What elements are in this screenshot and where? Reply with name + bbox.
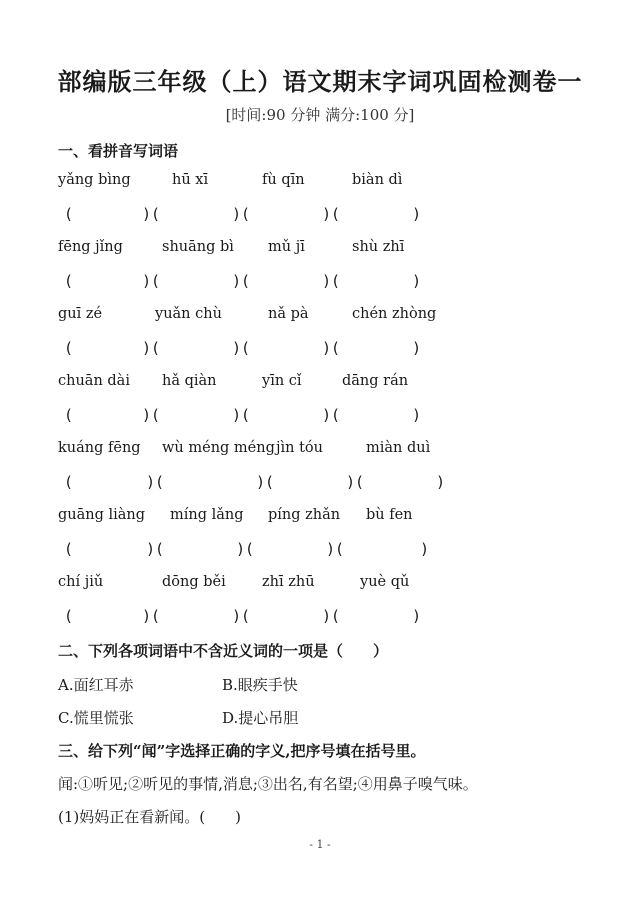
pinyin-word: chuān dài bbox=[58, 373, 130, 389]
answer-bracket: )( bbox=[232, 339, 251, 357]
answer-bracket: ) bbox=[412, 406, 422, 424]
answer-bracket: )( bbox=[322, 406, 341, 424]
pinyin-word: mǔ jī bbox=[268, 239, 305, 255]
pinyin-word: shù zhī bbox=[352, 239, 405, 255]
option-d: D.提心吊胆 bbox=[222, 709, 299, 727]
pinyin-word: miàn duì bbox=[366, 440, 431, 456]
answer-blank-row bbox=[0, 473, 640, 495]
answer-blank-row bbox=[0, 272, 640, 294]
answer-bracket: ) bbox=[412, 205, 422, 223]
answer-bracket: ) bbox=[436, 473, 446, 491]
answer-bracket: ) bbox=[412, 272, 422, 290]
answer-bracket: ( bbox=[64, 406, 74, 424]
pinyin-word: dāng rán bbox=[342, 373, 409, 389]
pinyin-word: bù fen bbox=[366, 507, 413, 523]
word-definition: 闻:①听见;②听见的事情,消息;③出名,有名望;④用鼻子嗅气味。 bbox=[58, 775, 478, 793]
answer-blank-row bbox=[0, 205, 640, 227]
pinyin-word: píng zhǎn bbox=[268, 507, 341, 523]
question-item-1: (1)妈妈正在看新闻。( ) bbox=[58, 808, 241, 826]
answer-bracket: )( bbox=[142, 406, 161, 424]
pinyin-word: chí jiǔ bbox=[58, 574, 104, 590]
answer-blank-row bbox=[0, 607, 640, 629]
answer-bracket: )( bbox=[346, 473, 365, 491]
pinyin-word: míng lǎng bbox=[170, 507, 244, 523]
section-1-heading: 一、看拼音写词语 bbox=[58, 142, 179, 160]
answer-bracket: )( bbox=[232, 406, 251, 424]
pinyin-word: dōng běi bbox=[162, 574, 226, 590]
answer-bracket: )( bbox=[322, 607, 341, 625]
answer-bracket: )( bbox=[146, 473, 165, 491]
pinyin-word: nǎ pà bbox=[268, 306, 309, 322]
pinyin-word: hǎ qiàn bbox=[162, 373, 217, 389]
pinyin-word: fēng jǐng bbox=[58, 239, 123, 255]
answer-bracket: ( bbox=[64, 473, 74, 491]
pinyin-word: yuǎn chù bbox=[155, 306, 222, 322]
answer-bracket: )( bbox=[142, 607, 161, 625]
answer-bracket: ( bbox=[64, 339, 74, 357]
pinyin-word: yuè qǔ bbox=[360, 574, 410, 590]
pinyin-word: guāng liàng bbox=[58, 507, 146, 523]
answer-bracket: )( bbox=[142, 205, 161, 223]
answer-bracket: )( bbox=[256, 473, 275, 491]
pinyin-row bbox=[0, 373, 640, 395]
page-title: 部编版三年级（上）语文期末字词巩固检测卷一 bbox=[57, 67, 583, 96]
answer-bracket: )( bbox=[236, 540, 255, 558]
section-3-heading: 三、给下列“闻”字选择正确的字义,把序号填在括号里。 bbox=[58, 742, 426, 760]
answer-bracket: )( bbox=[142, 272, 161, 290]
option-a: A.面红耳赤 bbox=[58, 676, 134, 694]
pinyin-word: guī zé bbox=[58, 306, 103, 322]
answer-bracket: )( bbox=[232, 272, 251, 290]
pinyin-word: shuāng bì bbox=[162, 239, 234, 255]
answer-blank-row bbox=[0, 540, 640, 562]
pinyin-word: wù méng méng bbox=[162, 440, 275, 456]
answer-bracket: )( bbox=[232, 607, 251, 625]
answer-bracket: ( bbox=[64, 272, 74, 290]
pinyin-word: fù qīn bbox=[262, 172, 305, 188]
answer-blank-row bbox=[0, 406, 640, 428]
pinyin-row bbox=[0, 440, 640, 462]
answer-bracket: ) bbox=[412, 607, 422, 625]
pinyin-word: hū xī bbox=[172, 172, 209, 188]
answer-bracket: ( bbox=[64, 540, 74, 558]
pinyin-word: chén zhòng bbox=[352, 306, 437, 322]
answer-blank-row bbox=[0, 339, 640, 361]
page-number: - 1 - bbox=[309, 838, 331, 851]
pinyin-row bbox=[0, 507, 640, 529]
answer-bracket: ) bbox=[420, 540, 430, 558]
pinyin-word: biàn dì bbox=[352, 172, 403, 188]
pinyin-row bbox=[0, 172, 640, 194]
pinyin-row bbox=[0, 239, 640, 261]
answer-bracket: )( bbox=[322, 339, 341, 357]
answer-bracket: )( bbox=[326, 540, 345, 558]
answer-bracket: )( bbox=[146, 540, 165, 558]
answer-bracket: )( bbox=[322, 272, 341, 290]
option-c: C.慌里慌张 bbox=[58, 709, 134, 727]
pinyin-word: zhī zhū bbox=[262, 574, 315, 590]
pinyin-word: yīn cǐ bbox=[262, 373, 302, 389]
answer-bracket: ( bbox=[64, 205, 74, 223]
answer-bracket: ) bbox=[412, 339, 422, 357]
answer-bracket: ( bbox=[64, 607, 74, 625]
pinyin-row bbox=[0, 306, 640, 328]
answer-bracket: )( bbox=[232, 205, 251, 223]
answer-bracket: )( bbox=[322, 205, 341, 223]
answer-bracket: )( bbox=[142, 339, 161, 357]
option-b: B.眼疾手快 bbox=[222, 676, 298, 694]
pinyin-row bbox=[0, 574, 640, 596]
pinyin-word: kuáng fēng bbox=[58, 440, 141, 456]
section-2-heading: 二、下列各项词语中不含近义词的一项是（ ） bbox=[58, 642, 389, 660]
pinyin-word: yǎng bìng bbox=[58, 172, 131, 188]
pinyin-word: jìn tóu bbox=[276, 440, 323, 456]
exam-info: [时间:90 分钟 满分:100 分] bbox=[225, 106, 415, 124]
